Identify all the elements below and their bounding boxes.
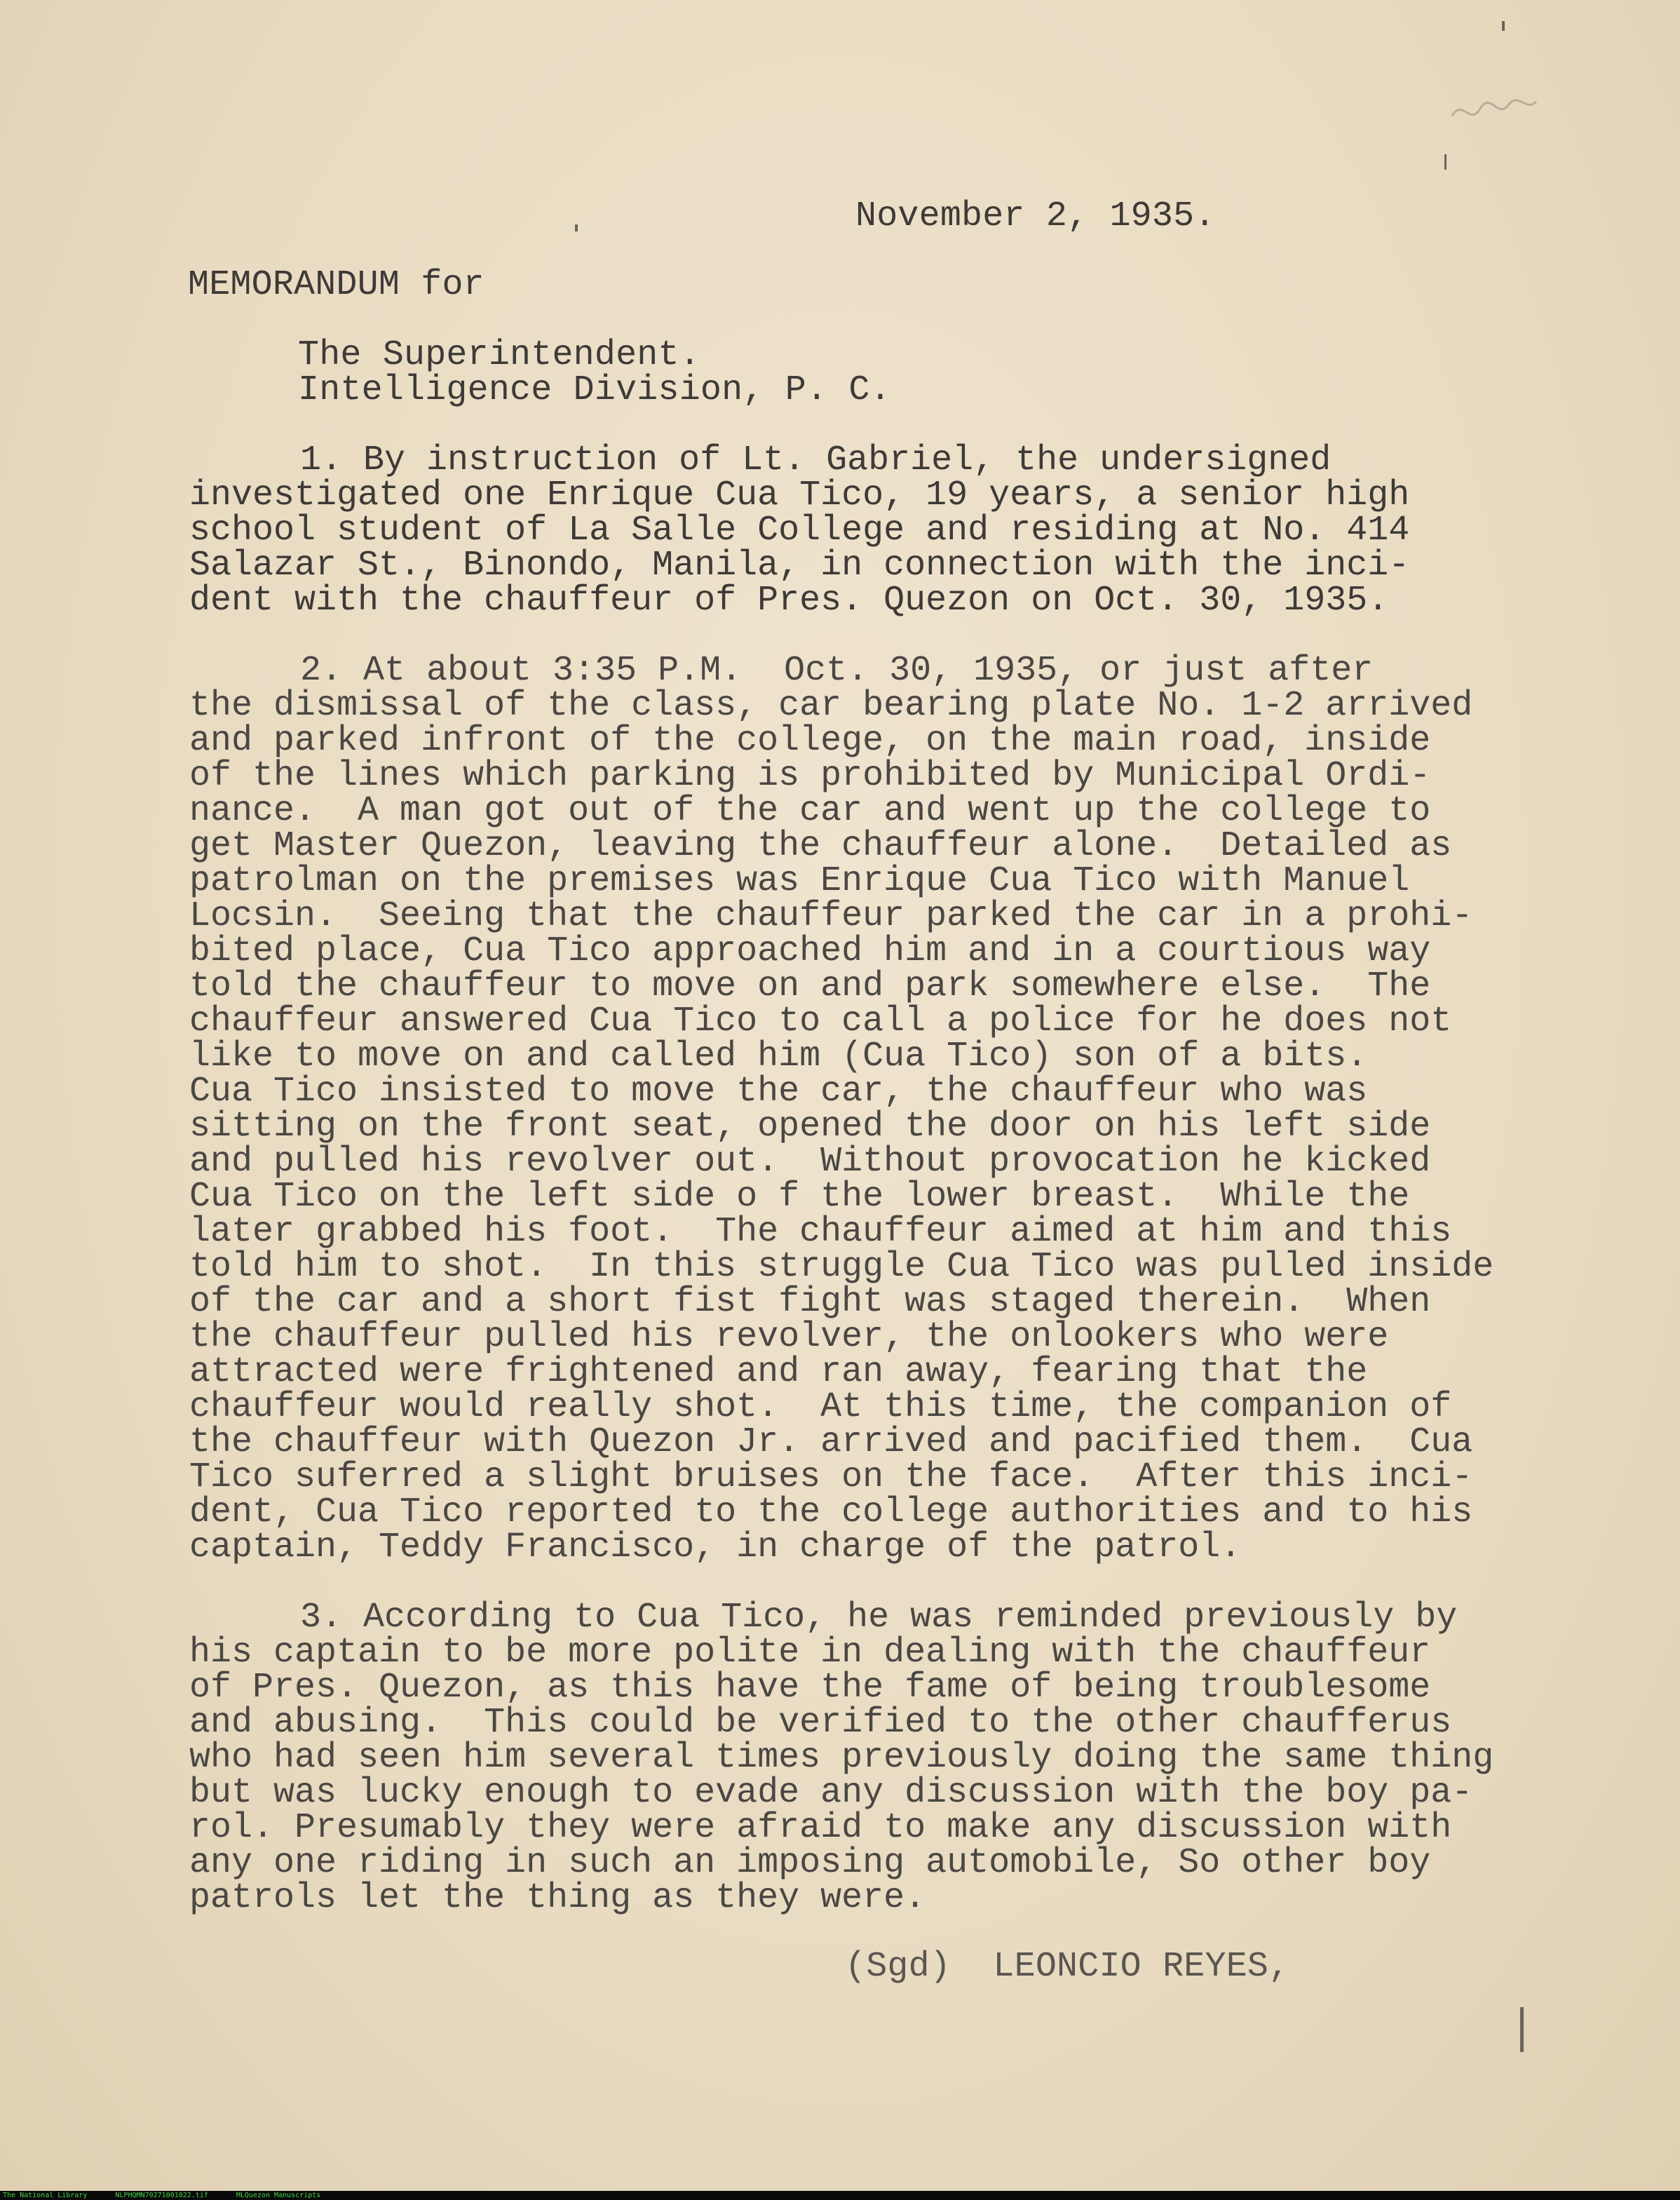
paragraph-line: 3. According to Cua Tico, he was reminded previously by [300, 1598, 1458, 1638]
footer-file-id: NLPHQMN70271001022.tif [115, 2192, 208, 2199]
paragraph-line: of the car and a short fist fight was staged therein. When [189, 1282, 1431, 1322]
paragraph-line: told him to shot. In this struggle Cua Tico was pulled inside [189, 1247, 1494, 1287]
addressee-division: Intelligence Division, P. C. [298, 370, 891, 410]
paragraph-line: nance. A man got out of the car and went up the college to [189, 791, 1431, 831]
paragraph-1 [189, 440, 1410, 621]
paragraph-line: and pulled his revolver out. Without provocation he kicked [189, 1142, 1431, 1182]
paragraph-line: and parked infront of the college, on the main road, inside [189, 721, 1431, 761]
paragraph-line: told the chauffeur to move on and park somewhere else. The [189, 966, 1431, 1006]
paragraph-line: and abusing. This could be verified to the other chaufferus [189, 1703, 1452, 1743]
paragraph-line: like to move on and called him (Cua Tico) son of a bits. [189, 1037, 1368, 1077]
paragraph-line: chauffeur would really shot. At this time, the companion of [189, 1387, 1452, 1427]
paragraph-line: Tico suferred a slight bruises on the face. After this inci- [189, 1457, 1473, 1497]
paragraph-2 [189, 651, 1494, 1567]
paragraph-line: Cua Tico on the left side o f the lower breast. While the [189, 1177, 1410, 1217]
paragraph-line: school student of La Salle College and residing at No. 414 [189, 511, 1410, 551]
paragraph-line: patrols let the thing as they were. [189, 1878, 926, 1918]
paragraph-line: Locsin. Seeing that the chauffeur parked the car in a prohi- [189, 896, 1473, 936]
paragraph-line: 2. At about 3:35 P.M. Oct. 30, 1935, or just after [300, 651, 1374, 691]
paragraph-line: 1. By instruction of Lt. Gabriel, the undersigned [300, 440, 1332, 480]
paragraph-line: the chauffeur pulled his revolver, the onlookers who were [189, 1317, 1389, 1357]
paragraph-line: dent, Cua Tico reported to the college authorities and to his [189, 1492, 1473, 1532]
paragraph-line: Cua Tico insisted to move the car, the chauffeur who was [189, 1072, 1368, 1112]
paragraph-line: Salazar St., Binondo, Manila, in connection with the inci- [189, 546, 1410, 586]
paragraph-line: the dismissal of the class, car bearing plate No. 1-2 arrived [189, 686, 1473, 726]
paragraph-3 [189, 1600, 1493, 1916]
paragraph-line: investigated one Enrique Cua Tico, 19 years, a senior high [189, 475, 1410, 515]
paragraph-line: captain, Teddy Francisco, in charge of the patrol. [189, 1527, 1242, 1567]
paragraph-line: dent with the chauffeur of Pres. Quezon on Oct. 30, 1935. [189, 581, 1389, 621]
paragraph-line: attracted were frightened and ran away, fearing that the [189, 1352, 1368, 1392]
pencil-annotation [1449, 84, 1540, 133]
paragraph-line: of the lines which parking is prohibited by Municipal Ordi- [189, 756, 1431, 796]
addressee-title: The Superintendent. [298, 335, 700, 375]
paragraph-line: of Pres. Quezon, as this have the fame of being troublesome [189, 1668, 1431, 1708]
paragraph-line: bited place, Cua Tico approached him and in a courtious way [189, 931, 1431, 971]
paragraph-line: patrolman on the premises was Enrique Cua Tico with Manuel [189, 861, 1410, 901]
paragraph-line: sitting on the front seat, opened the door on his left side [189, 1107, 1431, 1147]
paragraph-line: who had seen him several times previously doing the same thing [189, 1738, 1494, 1778]
corner-tick-mark [1502, 21, 1505, 31]
memo-heading: MEMORANDUM for [188, 265, 485, 305]
footer-library: The National Library [3, 2192, 88, 2199]
signature-line: (Sgd) LEONCIO REYES, [845, 1947, 1290, 1987]
scan-footer-bar [0, 2191, 1680, 2200]
paragraph-line: later grabbed his foot. The chauffeur aimed at him and this [189, 1212, 1452, 1252]
paragraph-line: any one riding in such an imposing automobile, So other boy [189, 1843, 1431, 1883]
paragraph-line: the chauffeur with Quezon Jr. arrived and pacified them. Cua [189, 1422, 1473, 1462]
memo-date: November 2, 1935. [855, 196, 1216, 236]
paragraph-line: his captain to be more polite in dealing with the chauffeur [189, 1633, 1431, 1673]
footer-collection: MLQuezon Manuscripts [236, 2192, 321, 2199]
paragraph-line: chauffeur answered Cua Tico to call a police for he does not [189, 1001, 1452, 1041]
margin-dot-mark [575, 224, 578, 231]
margin-tick-mark [1444, 154, 1447, 170]
right-margin-mark [1520, 2007, 1524, 2052]
paragraph-line: but was lucky enough to evade any discussion with the boy pa- [189, 1773, 1473, 1813]
paragraph-line: get Master Quezon, leaving the chauffeur alone. Detailed as [189, 826, 1452, 866]
paragraph-line: rol. Presumably they were afraid to make any discussion with [189, 1808, 1452, 1848]
